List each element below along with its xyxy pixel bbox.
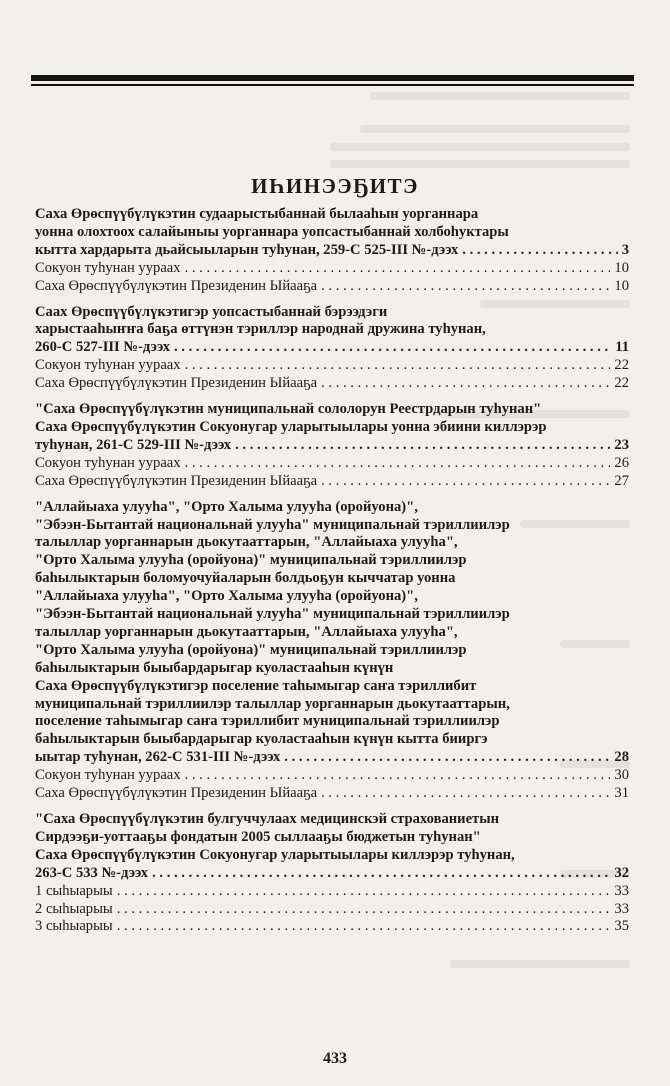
dot-leader	[117, 918, 611, 936]
toc-entry[interactable]	[35, 473, 629, 491]
toc-entry-page: 31	[614, 785, 629, 802]
toc-entry-title: 2 сыһыарыы	[35, 900, 113, 917]
toc-entry-title: Саха Өрөспүүбүлүкэтин Президенин Ыйааҕа	[35, 472, 318, 489]
toc-entry[interactable]	[35, 278, 629, 296]
toc-entry-page: 10	[614, 259, 629, 276]
dot-leader	[185, 357, 611, 375]
toc-section	[35, 811, 629, 936]
toc-entry[interactable]	[35, 455, 629, 473]
toc-entry-page: 27	[614, 472, 629, 489]
toc-heading-line: Сирдээҕи-уоттааҕы фондатын 2005 сыллааҕы бюджетын туһунан"	[35, 828, 481, 845]
dot-leader	[462, 242, 617, 260]
toc-entry-title: туһунан, 261-С 529-III №-дээх	[35, 436, 232, 453]
toc-entry[interactable]	[35, 339, 629, 357]
toc-entry-title: Саха Өрөспүүбүлүкэтин Президенин Ыйааҕа	[35, 375, 318, 392]
toc-heading-line: "Эбээн-Бытантай национальнай улууһа" муниципальнай тэриллиилэр	[35, 606, 510, 623]
page-title: ИҺИНЭЭҔИТЭ	[251, 174, 419, 198]
toc-entry-page: 32	[614, 864, 629, 881]
toc-heading-line: талыллар уорганнарын дьокутааттарын, "Аллайыаха улууһа",	[35, 623, 458, 640]
toc-entry[interactable]	[35, 242, 629, 260]
toc-entry-title: 260-С 527-III №-дээх	[35, 339, 170, 356]
toc-heading-line: Саха Өрөспүүбүлүкэтин Сокуонугар уларытыылары уонна эбиини киллэрэр	[35, 418, 547, 435]
toc-heading-line: "Орто Халыма улууһа (оройуона)" муниципальнай тэриллиилэр	[35, 552, 467, 569]
toc-entry-title: 3 сыһыарыы	[35, 918, 113, 935]
toc-entry[interactable]	[35, 437, 629, 455]
dot-leader	[185, 767, 611, 785]
dot-leader	[321, 785, 610, 803]
toc-heading-line: Саха Өрөспүүбүлүкэтин Сокуонугар уларытыылары киллэрэр туһунан,	[35, 846, 515, 863]
toc-entry[interactable]	[35, 260, 629, 278]
toc-heading-line: баһылыктарын быыбардарыгар куоластааһын күнүн	[35, 659, 394, 676]
toc-entry-page: 11	[615, 339, 629, 356]
dot-leader	[284, 749, 610, 767]
toc-heading-line: муниципальнай тэриллиилэр талыллар уорганнарын дьокутааттарын,	[35, 695, 510, 712]
header-rule-thin	[31, 84, 634, 86]
toc-heading-line: поселение таһымыгар саҥа тэриллибит муниципальнай тэриллиилэр	[35, 713, 500, 730]
dot-leader	[152, 865, 610, 883]
toc-heading-line: баһылыктарын быыбардарыгар куоластааһын күнүн кытта бииргэ	[35, 731, 488, 748]
toc-heading-line: "Саха Өрөспүүбүлүкэтин муниципальнай сололорун Реестрдарын туһунан"	[35, 401, 542, 418]
dot-leader	[321, 375, 610, 393]
toc-entry[interactable]	[35, 918, 629, 936]
toc-entry-title: ыытар туһунан, 262-С 531-III №-дээх	[35, 749, 281, 766]
toc-list	[35, 206, 629, 944]
toc-entry[interactable]	[35, 865, 629, 883]
dot-leader	[117, 901, 611, 919]
dot-leader	[321, 278, 610, 296]
toc-entry-title: 263-С 533 №-дээх	[35, 864, 149, 881]
toc-entry-page: 28	[614, 749, 629, 766]
toc-entry-title: Сокуон туһунан уураах	[35, 357, 181, 374]
toc-entry-page: 30	[614, 767, 629, 784]
toc-heading-line: Саах Өрөспүүбүлүкэтигэр уопсастыбаннай бэрээдэги	[35, 303, 388, 320]
toc-entry-title: Сокуон туһунан уураах	[35, 767, 181, 784]
toc-heading-line: харыстааһыҥҥа баҕа өттүнэн тэриллэр народнай дружина туһунан,	[35, 321, 486, 338]
toc-entry[interactable]	[35, 785, 629, 803]
toc-entry-page: 22	[614, 375, 629, 392]
toc-entry-page: 3	[621, 241, 629, 258]
toc-heading-line: "Саха Өрөспүүбүлүкэтин булгуччулаах медицинскэй страхованиетын	[35, 811, 500, 827]
toc-section	[35, 206, 629, 296]
toc-entry-page: 26	[614, 454, 629, 471]
toc-entry[interactable]	[35, 749, 629, 767]
toc-entry-page: 22	[614, 357, 629, 374]
toc-entry-title: Сокуон туһунан уураах	[35, 259, 181, 276]
toc-section	[35, 304, 629, 394]
toc-section	[35, 401, 629, 491]
dot-leader	[117, 883, 611, 901]
dot-leader	[235, 437, 610, 455]
toc-entry[interactable]	[35, 901, 629, 919]
toc-entry[interactable]	[35, 375, 629, 393]
toc-heading-line: "Эбээн-Бытантай национальнай улууһа" муниципальнай тэриллиилэр	[35, 516, 510, 533]
toc-entry-title: кытта хардарыта дьайсыыларын туһунан, 259-С 525-III №-дээх	[35, 241, 459, 258]
page-number: 433	[323, 1050, 347, 1067]
dot-leader	[321, 473, 610, 491]
toc-entry-page: 33	[614, 882, 629, 899]
toc-entry-title: Саха Өрөспүүбүлүкэтин Президенин Ыйааҕа	[35, 785, 318, 802]
toc-heading-line: Саха Өрөспүүбүлүкэтигэр поселение таһымыгар саҥа тэриллибит	[35, 677, 477, 694]
toc-entry-page: 10	[614, 277, 629, 294]
toc-entry-title: 1 сыһыарыы	[35, 882, 113, 899]
toc-section	[35, 499, 629, 803]
dot-leader	[185, 455, 611, 473]
toc-entry[interactable]	[35, 357, 629, 375]
toc-entry-title: Саха Өрөспүүбүлүкэтин Президенин Ыйааҕа	[35, 277, 318, 294]
toc-heading-line: "Аллайыаха улууһа", "Орто Халыма улууһа (оройуона)",	[35, 498, 418, 515]
toc-heading-line: талыллар уорганнарын дьокутааттарын, "Аллайыаха улууһа",	[35, 534, 458, 551]
toc-entry[interactable]	[35, 767, 629, 785]
toc-entry-page: 33	[614, 900, 629, 917]
toc-heading-line: баһылыктарын боломуочуйаларын болдьоҕун кыччатар уонна	[35, 570, 456, 587]
toc-entry-page: 23	[614, 436, 629, 453]
toc-heading-line: Саха Өрөспүүбүлүкэтин судаарыстыбаннай былааһын уорганнара	[35, 206, 479, 222]
toc-entry-title: Сокуон туһунан уураах	[35, 454, 181, 471]
toc-entry[interactable]	[35, 883, 629, 901]
toc-heading-line: "Аллайыаха улууһа", "Орто Халыма улууһа (оройуона)",	[35, 588, 418, 605]
toc-heading-line: "Орто Халыма улууһа (оройуона)" муниципальнай тэриллиилэр	[35, 641, 467, 658]
dot-leader	[185, 260, 611, 278]
header-rule-thick	[31, 75, 634, 81]
toc-heading-line: уонна олохтоох салайыныы уорганнара уопсастыбаннай холбоһуктары	[35, 223, 509, 240]
dot-leader	[174, 339, 611, 357]
toc-entry-page: 35	[614, 918, 629, 935]
